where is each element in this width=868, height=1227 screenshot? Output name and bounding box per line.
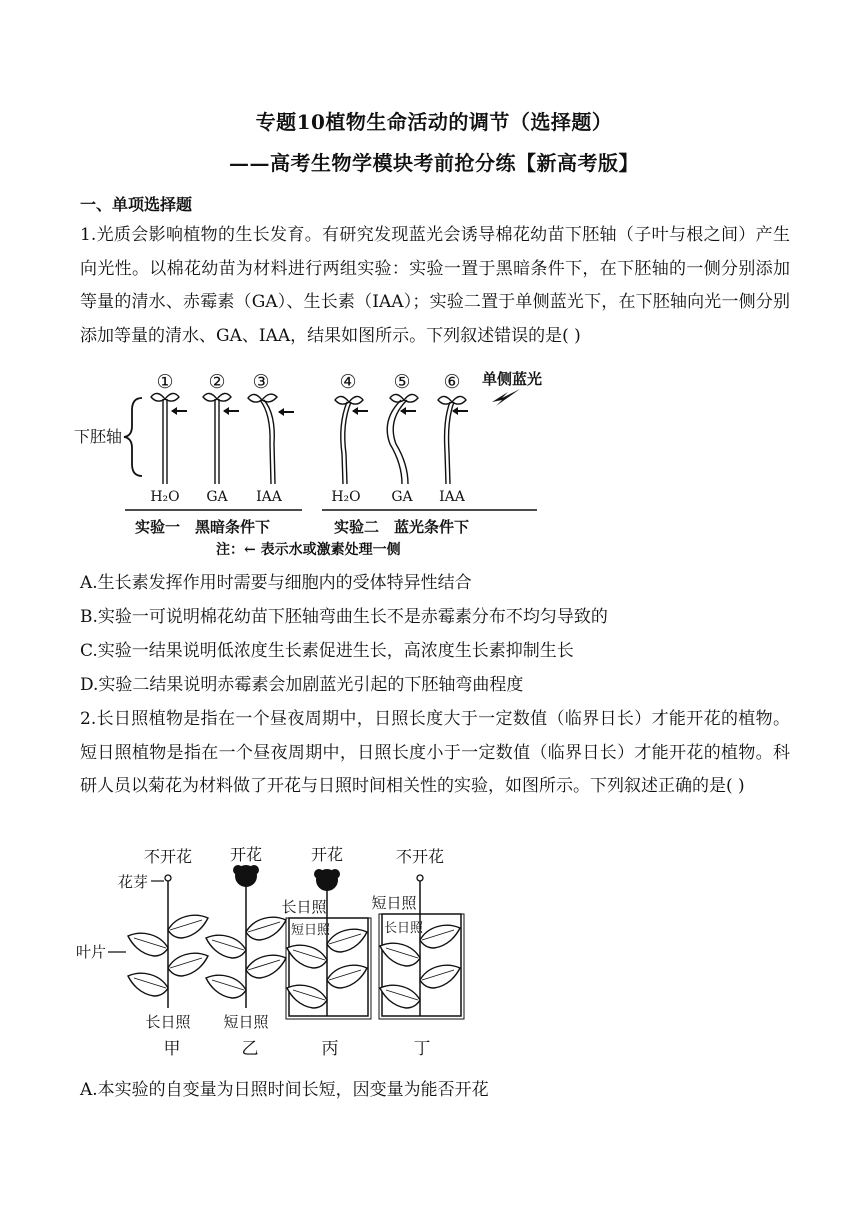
plant-number-6: ⑥ (443, 371, 461, 393)
brace-icon (124, 398, 142, 476)
jia-bottom-label: 长日照 (145, 1013, 191, 1031)
q1-option-d: D.实验二结果说明赤霉素会加剧蓝光引起的下胚轴弯曲程度 (80, 675, 524, 695)
question-1-stem: 1.光质会影响植物的生长发育。有研究发现蓝光会诱导棉花幼苗下胚轴（子叶与根之间）产生向光性。以棉花幼苗为材料进行两组实验：实验一置于黑暗条件下，在下胚轴的一侧分别添加等量的清水、赤霉素（GA）、生长素（IAA）；实验二置于单侧蓝光下，在下胚轴向光一侧分别添加等量的清水、GA、IAA，结果如图所示。下列叙述错误的是( ) (80, 225, 790, 346)
plant-number-5: ⑤ (393, 371, 411, 393)
leaf-label: 叶片 (76, 943, 107, 961)
q2-option-a: A.本实验的自变量为日照时间长短，因变量为能否开花 (80, 1080, 489, 1100)
ding-top-label: 不开花 (395, 847, 445, 866)
light-bolt-icon (492, 389, 520, 406)
treatment-label-5: GA (391, 489, 413, 505)
question-2-stem: 2.长日照植物是指在一个昼夜周期中，日照长度大于一定数值（临界日长）才能开花的植物。短日照植物是指在一个昼夜周期中，日照长度小于一定数值（临界日长）才能开花的植物。科研人员以菊花为材料做了开花与日照时间相关性的实验，如图所示。下列叙述正确的是( ) (80, 709, 790, 796)
treatment-label-6: IAA (439, 489, 465, 505)
experiment-2-label: 实验二 蓝光条件下 (334, 518, 470, 536)
treatment-label-4: H₂O (331, 489, 361, 505)
figure-2-photoperiod-experiment (76, 840, 476, 1062)
treatment-label-2: GA (206, 489, 228, 505)
plant-bing (287, 869, 367, 1016)
plant-jia (128, 875, 208, 1008)
q1-option-b: B.实验一可说明棉花幼苗下胚轴弯曲生长不是赤霉素分布不均匀导致的 (80, 607, 608, 627)
treatment-label-1: H₂O (150, 489, 180, 505)
yi-top-label: 开花 (229, 845, 263, 864)
plant-number-1: ① (156, 371, 174, 393)
plant-name-bing: 丙 (321, 1039, 339, 1059)
ding-long-day-label: 长日照 (384, 921, 424, 936)
title-line-2: ——高考生物学模块考前抢分练【新高考版】 (229, 151, 639, 175)
bud-label: 花芽 (118, 873, 149, 891)
plant-number-4: ④ (339, 371, 357, 393)
jia-top-label: 不开花 (143, 847, 193, 866)
plant-name-jia: 甲 (163, 1039, 181, 1059)
yi-bottom-label: 短日照 (223, 1013, 269, 1031)
plant-number-3: ③ (252, 371, 270, 393)
figure-1-note: 注：← 表示水或激素处理一侧 (216, 542, 401, 558)
bing-top-label: 开花 (310, 845, 344, 864)
q1-option-c: C.实验一结果说明低浓度生长素促进生长，高浓度生长素抑制生长 (80, 641, 574, 661)
plant-yi (206, 865, 286, 1008)
experiment-1-label: 实验一 黑暗条件下 (135, 518, 271, 536)
plant-name-yi: 乙 (241, 1039, 259, 1059)
q1-option-a: A.生长素发挥作用时需要与细胞内的受体特异性结合 (80, 573, 472, 593)
figure-1-hypocotyl-experiment (72, 364, 562, 562)
title-line-1: 专题10植物生命活动的调节（选择题） (255, 110, 613, 134)
section-heading: 一、单项选择题 (80, 195, 193, 214)
bing-short-day-label: 短日照 (291, 923, 331, 938)
blue-light-label: 单侧蓝光 (482, 370, 543, 388)
plant-number-2: ② (208, 371, 226, 393)
bing-long-day-label: 长日照 (281, 898, 327, 916)
treatment-label-3: IAA (256, 489, 282, 505)
plant-name-ding: 丁 (413, 1039, 431, 1059)
hypocotyl-label: 下胚轴 (74, 427, 123, 446)
ding-short-day-label: 短日照 (371, 894, 417, 912)
